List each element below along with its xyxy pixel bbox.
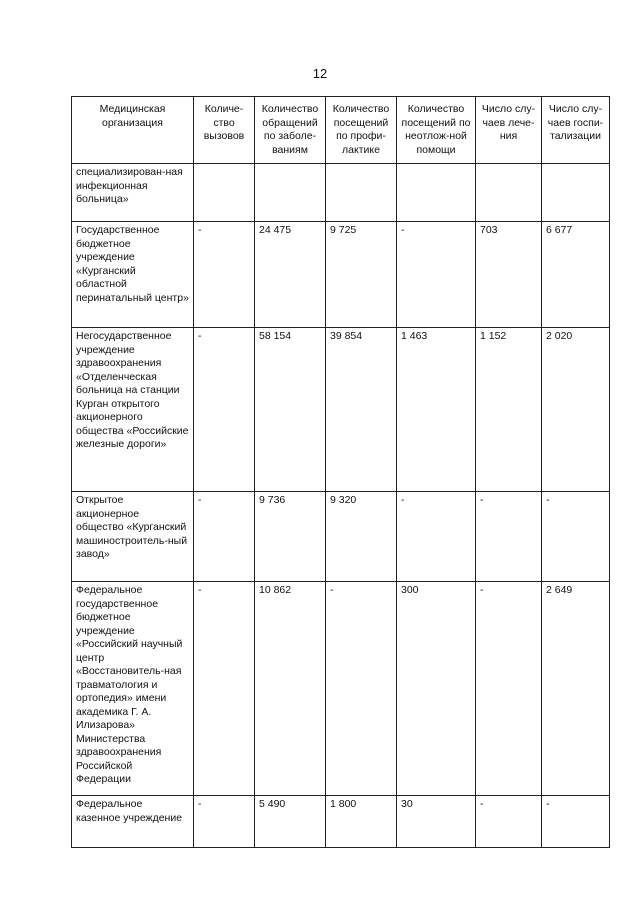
table-cell: - bbox=[194, 222, 255, 328]
table-cell: 30 bbox=[397, 796, 476, 848]
table-cell-organization: Федеральное казенное учреждение bbox=[72, 796, 194, 848]
table-cell: 9 725 bbox=[326, 222, 397, 328]
table-cell: - bbox=[542, 796, 610, 848]
table-row bbox=[72, 164, 610, 222]
table-cell: 1 152 bbox=[476, 328, 542, 492]
table-cell: - bbox=[542, 492, 610, 582]
table-cell-organization: Государственное бюджетное учреждение «Курганский областной перинатальный центр» bbox=[72, 222, 194, 328]
table-cell: - bbox=[194, 796, 255, 848]
table-cell-organization: Негосударственное учреждение здравоохранения «Отделенческая больница на станции Курган открытого акционерного общества «Российские железные дороги» bbox=[72, 328, 194, 492]
header-hospitalization-cases: Число слу-чаев госпи-тализации bbox=[542, 97, 610, 164]
header-organization: Медицинская организация bbox=[72, 97, 194, 164]
table-cell: 300 bbox=[397, 582, 476, 796]
table-cell: - bbox=[476, 796, 542, 848]
table-cell: 58 154 bbox=[255, 328, 326, 492]
table-row bbox=[72, 492, 610, 582]
table-cell: - bbox=[194, 328, 255, 492]
table-row bbox=[72, 328, 610, 492]
table-cell: 9 320 bbox=[326, 492, 397, 582]
header-disease-visits: Количество обращений по заболе-ваниям bbox=[255, 97, 326, 164]
table-header-row bbox=[72, 97, 610, 164]
table-cell: - bbox=[397, 492, 476, 582]
table-cell-organization: Федеральное государственное бюджетное учреждение «Российский научный центр «Восстановитель-ная травматология и ортопедия» имени академика Г. А. Илизарова» Министерства здравоохранения Российской Федерации bbox=[72, 582, 194, 796]
table-cell bbox=[397, 164, 476, 222]
table-row bbox=[72, 582, 610, 796]
table-cell: 39 854 bbox=[326, 328, 397, 492]
table-cell bbox=[255, 164, 326, 222]
table-cell bbox=[542, 164, 610, 222]
medical-organizations-table bbox=[71, 96, 610, 848]
header-prevention-visits: Количество посещений по профи-лактике bbox=[326, 97, 397, 164]
header-calls: Количе-ство вызовов bbox=[194, 97, 255, 164]
table-cell: 2 649 bbox=[542, 582, 610, 796]
page-number: 12 bbox=[312, 66, 328, 81]
table-cell: - bbox=[397, 222, 476, 328]
table-cell: - bbox=[194, 492, 255, 582]
table-cell: 5 490 bbox=[255, 796, 326, 848]
table-cell: 1 800 bbox=[326, 796, 397, 848]
table-cell: - bbox=[194, 582, 255, 796]
table-cell: - bbox=[476, 582, 542, 796]
table-cell: - bbox=[476, 492, 542, 582]
table-cell bbox=[476, 164, 542, 222]
header-urgent-visits: Количество посещений по неотлож-ной помощи bbox=[397, 97, 476, 164]
table-row bbox=[72, 796, 610, 848]
table-cell-organization: Открытое акционерное общество «Курганский машиностроитель-ный завод» bbox=[72, 492, 194, 582]
table-cell: 2 020 bbox=[542, 328, 610, 492]
table-cell: 9 736 bbox=[255, 492, 326, 582]
table-cell: - bbox=[326, 582, 397, 796]
table-row bbox=[72, 222, 610, 328]
table-cell: 1 463 bbox=[397, 328, 476, 492]
table-cell bbox=[194, 164, 255, 222]
header-treatment-cases: Число слу-чаев лече-ния bbox=[476, 97, 542, 164]
table-cell-organization: специализирован-ная инфекционная больница» bbox=[72, 164, 194, 222]
table-cell: 10 862 bbox=[255, 582, 326, 796]
table-cell bbox=[326, 164, 397, 222]
table-cell: 24 475 bbox=[255, 222, 326, 328]
table-cell: 6 677 bbox=[542, 222, 610, 328]
table-cell: 703 bbox=[476, 222, 542, 328]
